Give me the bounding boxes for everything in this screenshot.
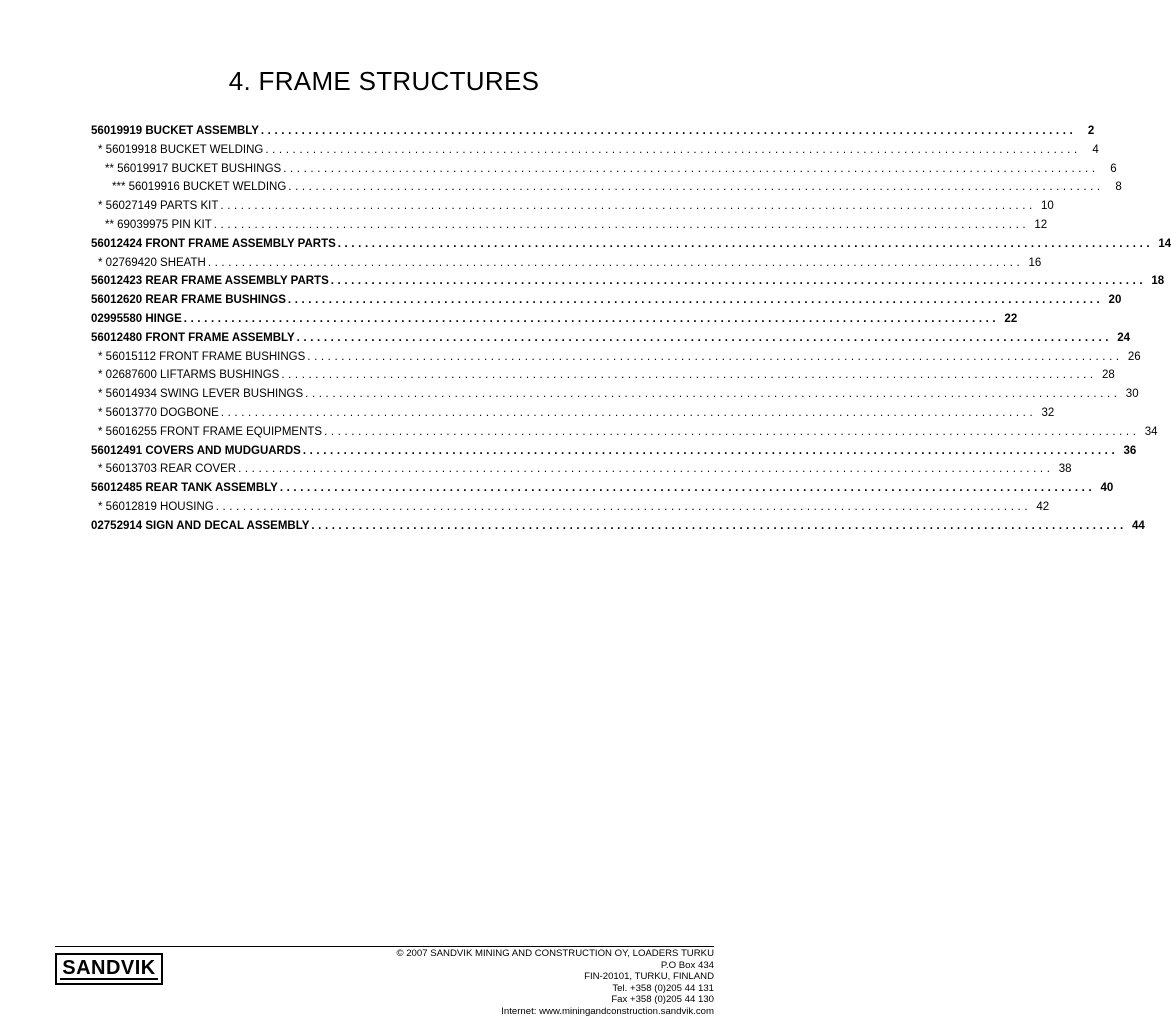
toc-entry-page: 26 <box>1127 350 1141 363</box>
toc-dot-leader: ........................................................................................................................ <box>183 312 1000 325</box>
toc-dot-leader: ........................................................................................................................ <box>220 406 1037 419</box>
toc-entry-page: 40 <box>1100 482 1114 495</box>
toc-entry-label: 56012485 REAR TANK ASSEMBLY <box>91 482 278 495</box>
toc-entry-page: 22 <box>1004 312 1018 325</box>
toc-entry-label: 02995580 HINGE <box>91 312 182 325</box>
toc-entry-page: 42 <box>1036 500 1050 513</box>
toc-entry <box>91 442 1137 461</box>
toc-entry-page: 30 <box>1125 388 1139 401</box>
toc-dot-leader: ........................................................................................................................ <box>207 256 1024 269</box>
footer-tel: Tel. +358 (0)205 44 131 <box>612 982 714 994</box>
toc-entry-label: * 56027149 PARTS KIT <box>98 200 219 213</box>
toc-entry <box>91 517 1145 536</box>
toc-entry <box>91 272 1165 291</box>
toc-entry-page: 18 <box>1151 275 1165 288</box>
footer-contact <box>396 948 714 1018</box>
toc-entry <box>91 310 1018 329</box>
toc-dot-leader: ........................................................................................................................ <box>307 350 1123 363</box>
toc-entry <box>91 329 1131 348</box>
toc-dot-leader: ........................................................................................................................ <box>324 425 1140 438</box>
toc-entry-page: 2 <box>1087 125 1095 137</box>
toc-entry-page: 28 <box>1101 369 1115 382</box>
toc-entry-page: 36 <box>1123 444 1137 457</box>
footer-internet: Internet: www.miningandconstruction.sandvik.com <box>501 1005 714 1017</box>
toc-dot-leader: ........................................................................................................................ <box>281 369 1097 382</box>
toc-entry-label: 56012480 FRONT FRAME ASSEMBLY <box>91 331 295 344</box>
toc-entry <box>91 235 1171 254</box>
toc-entry-page: 10 <box>1041 200 1054 213</box>
toc-dot-leader: ........................................................................................................................ <box>260 125 1077 137</box>
toc-dot-leader: ........................................................................................................................ <box>287 294 1104 307</box>
toc-entry-page: 38 <box>1058 463 1072 476</box>
toc-entry <box>91 479 1114 498</box>
toc-entry-page: 14 <box>1158 237 1171 250</box>
toc-entry-page: 32 <box>1041 406 1055 419</box>
footer-copyright: © 2007 SANDVIK MINING AND CONSTRUCTION OY, LOADERS TURKU <box>396 948 714 959</box>
toc-entry-label: 56019919 BUCKET ASSEMBLY <box>91 125 259 137</box>
page-title: 4. FRAME STRUCTURES <box>228 66 540 96</box>
toc-entry-label: * 56013703 REAR COVER <box>98 463 237 476</box>
toc-dot-leader: ........................................................................................................................ <box>296 331 1113 344</box>
toc-entry-page: 8 <box>1115 181 1122 194</box>
toc-entry-label: 56012424 FRONT FRAME ASSEMBLY PARTS <box>91 237 336 250</box>
toc-entry-label: ** 69039975 PIN KIT <box>105 218 212 231</box>
toc-dot-leader: ........................................................................................................................ <box>215 500 1032 513</box>
toc-entry-page: 44 <box>1132 519 1145 532</box>
toc-dot-leader: ........................................................................................................................ <box>288 181 1104 194</box>
toc-entry-label: * 56019918 BUCKET WELDING <box>98 143 264 156</box>
toc-entry <box>91 291 1122 310</box>
toc-dot-leader: ........................................................................................................................ <box>283 162 1099 175</box>
toc-entry-label: 56012423 REAR FRAME ASSEMBLY PARTS <box>91 275 329 288</box>
toc-entry <box>91 122 1095 141</box>
footer-fax: Fax +358 (0)205 44 130 <box>611 994 714 1006</box>
toc-entry <box>91 385 1139 404</box>
toc-entry-page: 12 <box>1034 218 1048 231</box>
toc-entry-label: 02752914 SIGN AND DECAL ASSEMBLY <box>91 519 310 532</box>
toc-entry-page: 24 <box>1117 331 1131 344</box>
toc-entry-label: ** 56019917 BUCKET BUSHINGS <box>105 162 282 175</box>
toc-entry <box>91 160 1117 179</box>
toc-dot-leader: ........................................................................................................................ <box>213 218 1030 231</box>
footer-pobox: P.O Box 434 <box>660 959 714 971</box>
toc-entry <box>91 216 1048 235</box>
logo-text: SANDVIK <box>62 957 156 979</box>
toc-entry-page: 4 <box>1092 143 1099 156</box>
toc-entry <box>91 348 1141 367</box>
toc-entry <box>91 366 1115 385</box>
toc-entry-label: * 56014934 SWING LEVER BUSHINGS <box>98 388 304 401</box>
toc-entry <box>91 498 1050 517</box>
toc-entry-label: * 02687600 LIFTARMS BUSHINGS <box>98 369 280 382</box>
toc-dot-leader: ........................................................................................................................ <box>305 388 1121 401</box>
toc-entry-page: 16 <box>1028 256 1042 269</box>
toc-entry-page: 20 <box>1108 294 1122 307</box>
table-of-contents <box>91 122 1171 536</box>
toc-entry-label: * 56016255 FRONT FRAME EQUIPMENTS <box>98 425 323 438</box>
toc-entry-label: * 56015112 FRONT FRAME BUSHINGS <box>98 350 306 363</box>
toc-dot-leader: ........................................................................................................................ <box>311 519 1127 532</box>
toc-entry-label: * 02769420 SHEATH <box>98 256 206 269</box>
toc-dot-leader: ........................................................................................................................ <box>220 200 1036 213</box>
toc-dot-leader: ........................................................................................................................ <box>330 275 1147 288</box>
toc-entry <box>91 404 1055 423</box>
toc-entry-page: 6 <box>1110 162 1117 175</box>
toc-dot-leader: ........................................................................................................................ <box>279 482 1096 495</box>
toc-entry <box>91 178 1122 197</box>
toc-dot-leader: ........................................................................................................................ <box>302 444 1119 457</box>
toc-entry <box>91 423 1158 442</box>
sandvik-logo <box>55 953 163 985</box>
footer-city: FIN-20101, TURKU, FINLAND <box>584 971 714 983</box>
footer-divider <box>55 946 714 947</box>
toc-entry-label: 56012491 COVERS AND MUDGUARDS <box>91 444 301 457</box>
toc-dot-leader: ........................................................................................................................ <box>238 463 1054 476</box>
toc-entry-label: 56012620 REAR FRAME BUSHINGS <box>91 294 286 307</box>
toc-entry <box>91 141 1099 160</box>
toc-dot-leader: ........................................................................................................................ <box>265 143 1081 156</box>
toc-entry-page: 34 <box>1144 425 1158 438</box>
toc-entry <box>91 197 1054 216</box>
toc-entry <box>91 460 1072 479</box>
toc-entry-label: *** 56019916 BUCKET WELDING <box>112 181 287 194</box>
toc-entry-label: * 56013770 DOGBONE <box>98 406 219 419</box>
toc-dot-leader: ........................................................................................................................ <box>337 237 1154 250</box>
toc-entry-label: * 56012819 HOUSING <box>98 500 214 513</box>
toc-entry <box>91 254 1042 273</box>
